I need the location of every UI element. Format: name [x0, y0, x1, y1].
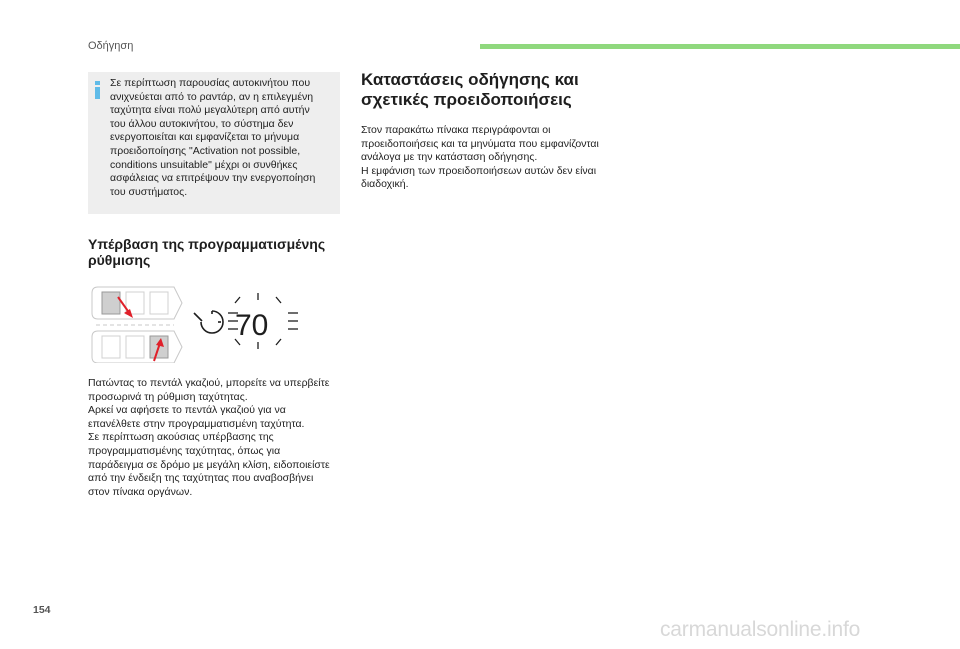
- pedal-lower: [92, 331, 182, 363]
- speedometer-icon: [194, 311, 223, 333]
- info-box: [88, 72, 340, 214]
- pedal-upper: [92, 287, 182, 319]
- info-line: του συστήματος.: [110, 185, 188, 198]
- driving-situations-body: Στον παρακάτω πίνακα περιγράφονται οι προειδοποιήσεις και τα μηνύματα που εμφανίζονται ανάλογα με την κατάσταση οδήγησης. Η εμφάνιση των προειδοποιήσεων αυτών δεν είναι διαδοχική.: [361, 124, 599, 191]
- overtake-heading: Υπέρβαση της προγραμματισμένης ρύθμισης: [88, 236, 326, 268]
- info-line: προειδοποίησης "Activation not possible,: [110, 144, 301, 157]
- info-text: [110, 77, 332, 199]
- accelerator-illustration: [88, 283, 318, 363]
- info-line: Σε περίπτωση παρουσίας αυτοκινήτου που: [110, 77, 311, 89]
- section-accent-bar: [480, 44, 960, 49]
- info-line: ανιχνεύεται από το ραντάρ, αν η επιλεγμένη: [110, 90, 314, 103]
- info-line: ασφάλειας να επιτρέψουν την ενεργοποίηση: [110, 172, 316, 185]
- info-line: conditions unsuitable" μέχρι οι συνθήκες: [110, 158, 298, 171]
- info-icon: [95, 81, 100, 99]
- info-line: ταχύτητα είναι πολύ μεγαλύτερη από αυτήν: [110, 104, 310, 117]
- page-number: 154: [33, 604, 51, 616]
- info-line: ενεργοποιείται και εμφανίζεται το μήνυμα: [110, 131, 300, 144]
- speed-value: 70: [235, 309, 269, 342]
- watermark: carmanualsonline.info: [660, 618, 861, 641]
- overtake-body: Πατώντας το πεντάλ γκαζιού, μπορείτε να υπερβείτε προσωρινά τη ρύθμιση ταχύτητας. Αρκεί να αφήσετε το πεντάλ γκαζιού για να επανέλθετε στην προγραμματισμένη ταχύτητα. Σε περίπτωση ακούσιας υπέρβασης της προγραμματισμένης ταχύτητας, όπως για παράδειγμα σε δρόμο με μεγάλη κλίση, ειδοποιείστε από την ένδειξη της ταχύτητας που αναβοσβήνει στον πίνακα οργάνων.: [88, 377, 330, 498]
- info-line: του άλλου αυτοκινήτου, το σύστημα δεν: [110, 117, 294, 130]
- section-label: Οδήγηση: [88, 40, 134, 52]
- driving-situations-heading: Καταστάσεις οδήγησης και σχετικές προειδοποιήσεις: [361, 70, 579, 109]
